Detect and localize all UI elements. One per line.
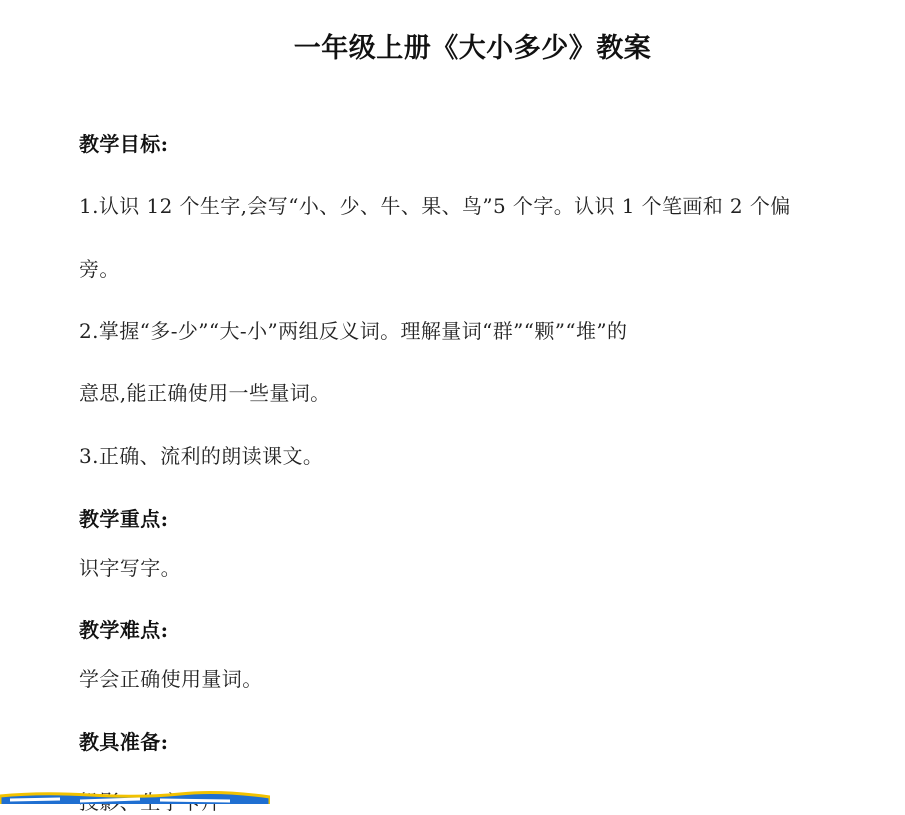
banner-graphic	[0, 790, 270, 804]
bottom-banner-overlay	[0, 790, 270, 804]
goal-2-line-2: 意思,能正确使用一些量词。	[79, 381, 331, 405]
difficulty-text: 学会正确使用量词。	[79, 667, 263, 691]
goals-heading: 教学目标:	[79, 132, 169, 156]
teaching-aids-heading: 教具准备:	[79, 730, 169, 754]
goal-1-line-2: 旁。	[79, 257, 120, 281]
goal-3: 3.正确、流利的朗读课文。	[79, 444, 324, 468]
goal-1-line-1: 1.认识 12 个生字,会写“小、少、牛、果、鸟”5 个字。认识 1 个笔画和 2 个偏	[79, 194, 791, 218]
document-title: 一年级上册《大小多少》教案	[293, 33, 652, 64]
goal-2-line-1: 2.掌握“多-少”“大-小”两组反义词。理解量词“群”“颗”“堆”的	[79, 319, 628, 343]
key-points-heading: 教学重点:	[79, 507, 169, 531]
difficulty-heading: 教学难点:	[79, 618, 169, 642]
key-points-text: 识字写字。	[79, 556, 181, 580]
